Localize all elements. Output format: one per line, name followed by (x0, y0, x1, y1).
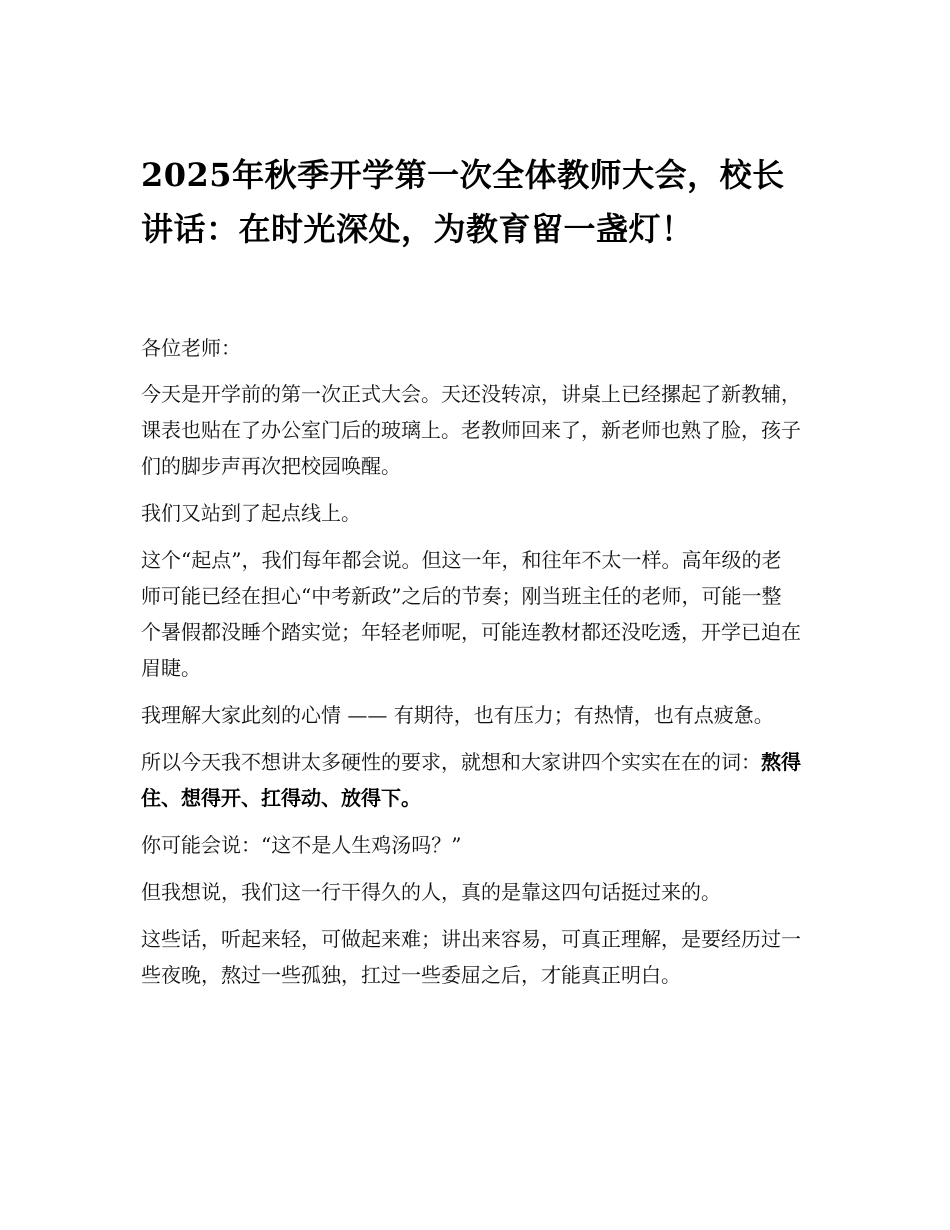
paragraph-8: 这些话，听起来轻，可做起来难；讲出来容易，可真正理解，是要经历过一些夜晚，熬过一些孤独，扛过一些委屈之后，才能真正明白。 (141, 927, 801, 987)
paragraph-3: 这个“起点”，我们每年都会说。但这一年，和往年不太一样。高年级的老师可能已经在担心“中考新政”之后的节奏；刚当班主任的老师，可能一整个暑假都没睡个踏实觉；年轻老师呢，可能连教材都还没吃透，开学已迫在眉睫。 (141, 548, 801, 680)
paragraph-2: 我们又站到了起点线上。 (141, 501, 361, 525)
paragraph-5 (141, 744, 801, 816)
paragraph-5-keywords: 熬得住、想得开、扛得动、放得下。 (141, 750, 801, 810)
paragraph-4: 我理解大家此刻的心情 —— 有期待，也有压力；有热情，也有点疲惫。 (141, 703, 774, 727)
salutation: 各位老师： (141, 336, 241, 360)
paragraph-7: 但我想说，我们这一行干得久的人，真的是靠这四句话挺过来的。 (141, 880, 721, 904)
document-body (141, 330, 801, 1004)
document-title: 2025年秋季开学第一次全体教师大会，校长讲话：在时光深处，为教育留一盏灯！ (141, 156, 785, 248)
paragraph-1: 今天是开学前的第一次正式大会。天还没转凉，讲桌上已经摞起了新教辅，课表也贴在了办公室门后的玻璃上。老教师回来了，新老师也熟了脸，孩子们的脚步声再次把校园唤醒。 (141, 382, 801, 478)
paragraph-5-lead: 所以今天我不想讲太多硬性的要求，就想和大家讲四个实实在在的词： (141, 750, 761, 774)
paragraph-6: 你可能会说：“这不是人生鸡汤吗？” (141, 833, 462, 857)
